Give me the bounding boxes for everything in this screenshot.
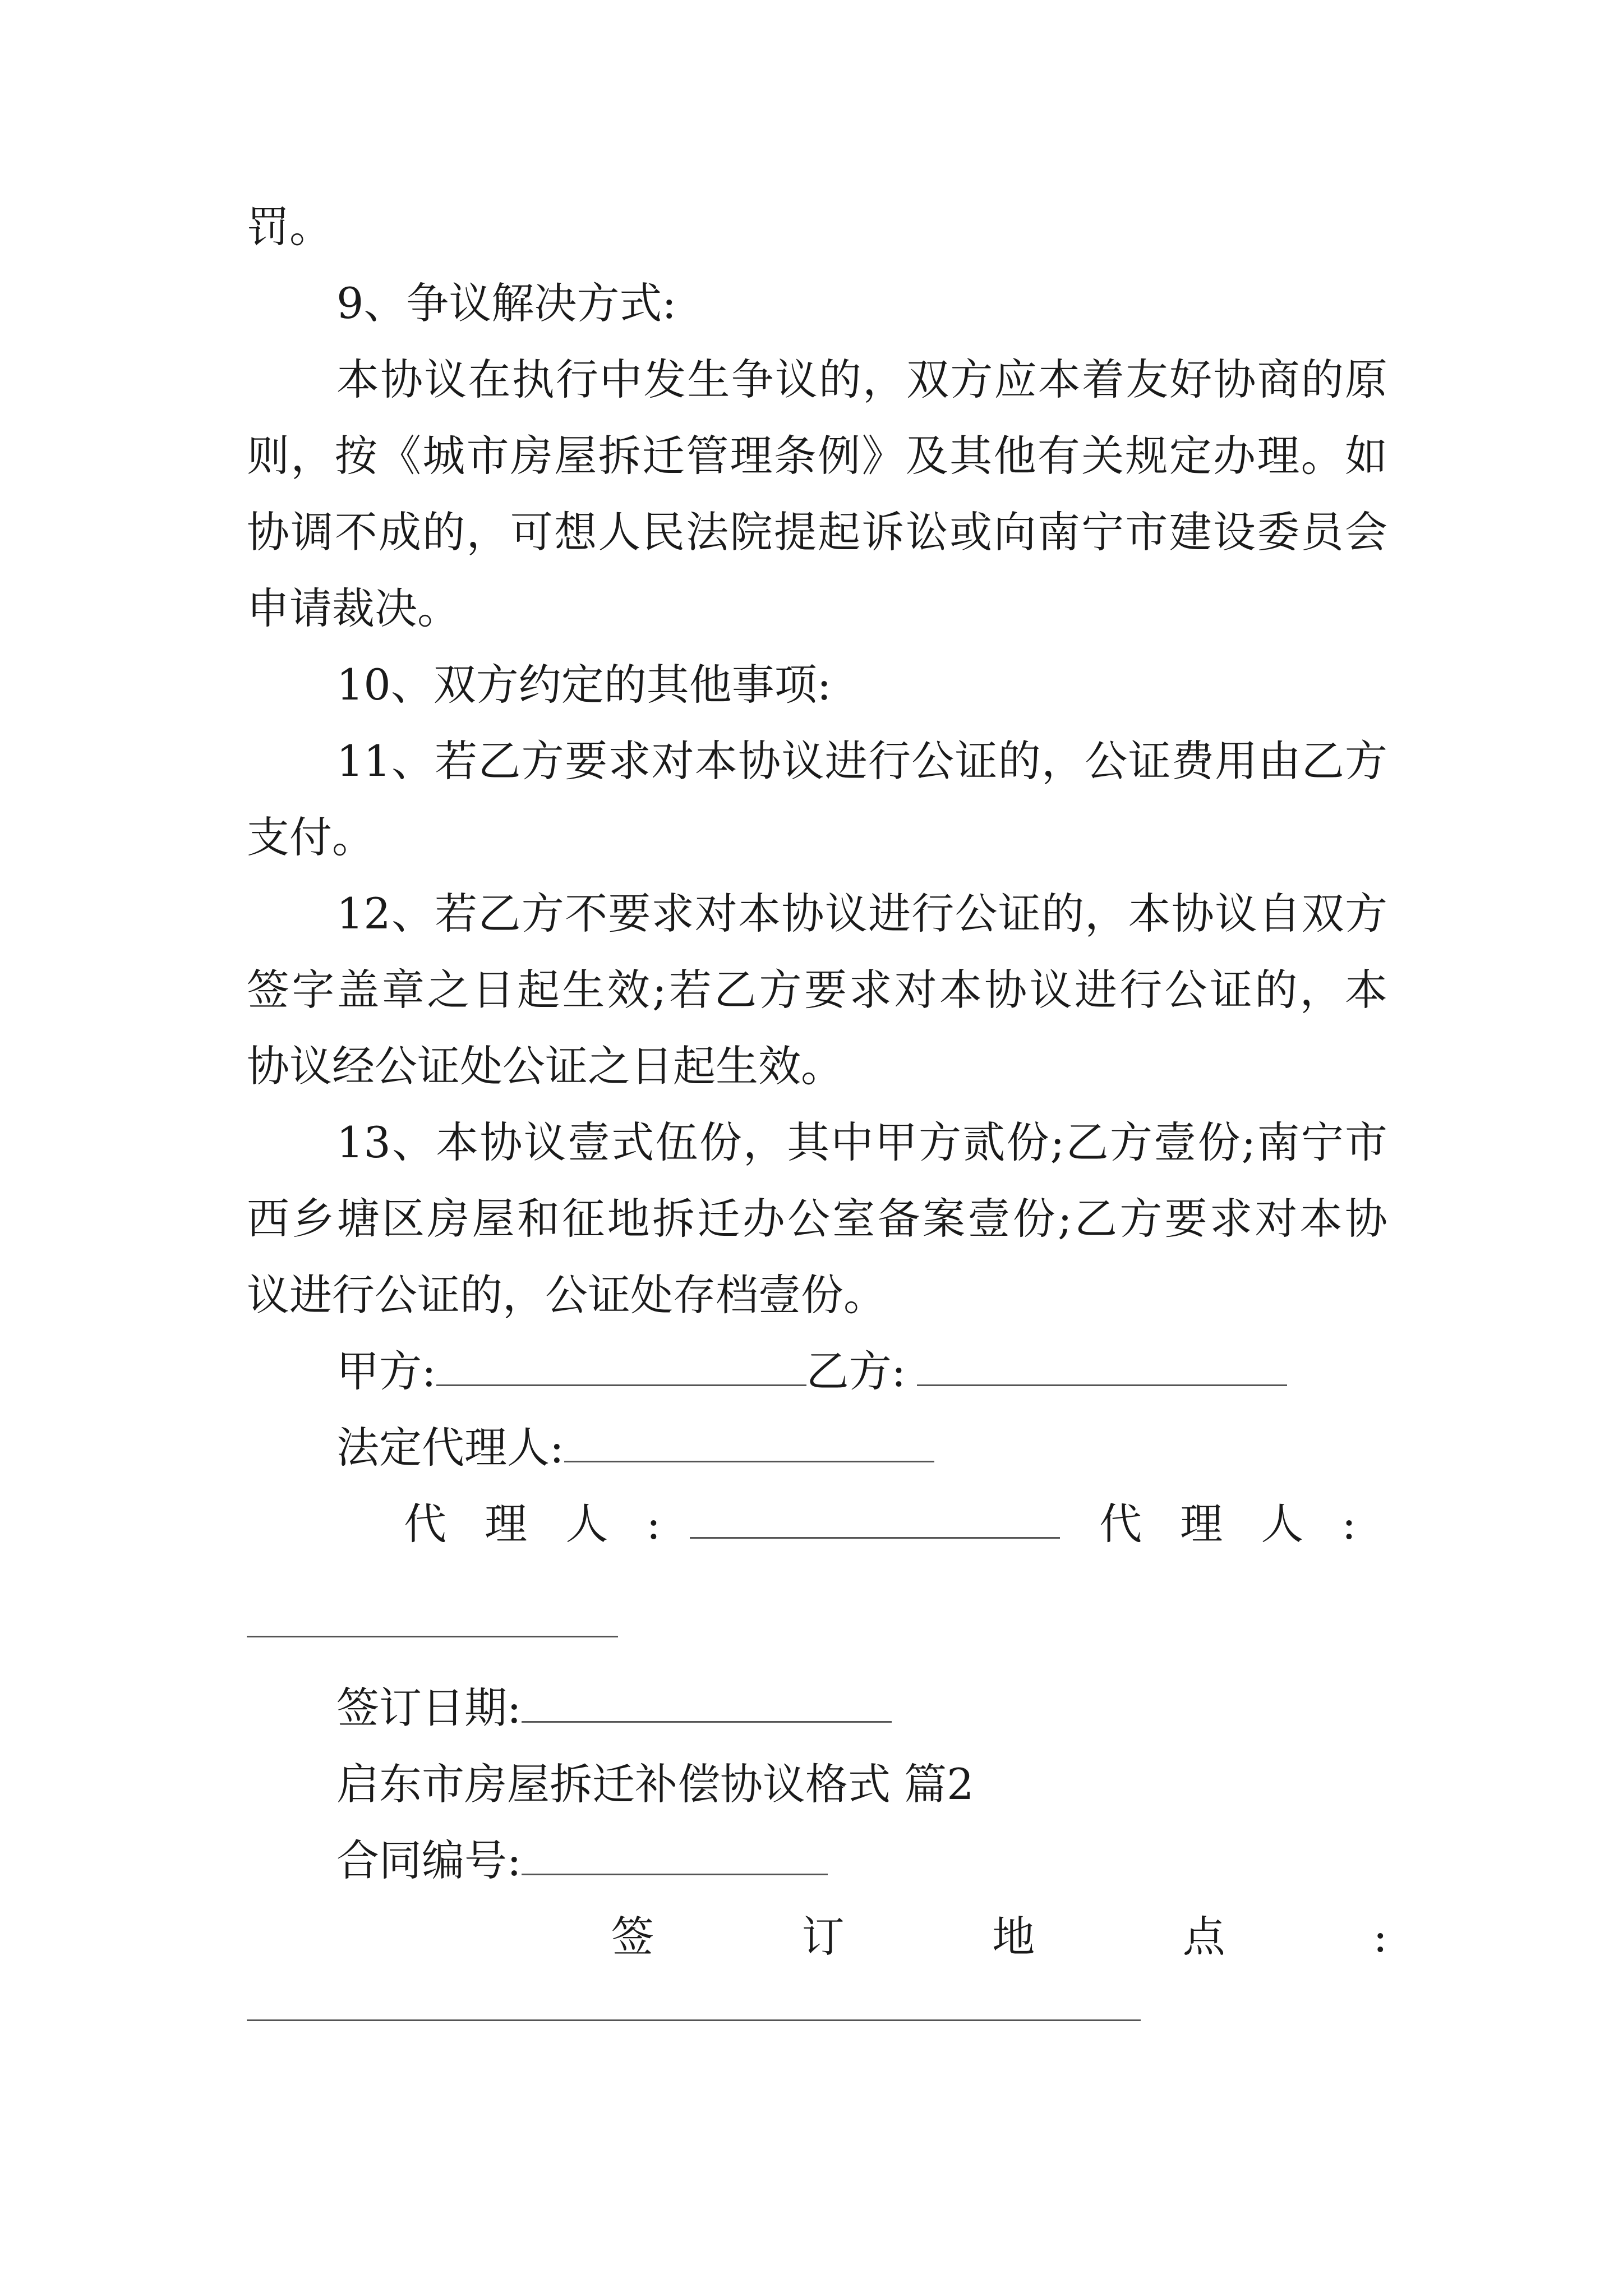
paragraph-line: 本协议在执行中发生争议的，双方应本着友好协商的原 [336, 355, 1387, 404]
legal-rep-row [336, 1417, 1387, 1479]
sign-date-row [336, 1677, 1387, 1739]
contract-no-field[interactable] [522, 1834, 828, 1875]
legal-rep-label: 法定代理人: [336, 1423, 564, 1473]
legal-rep-field[interactable] [564, 1421, 934, 1462]
clause-11-line: 11、若乙方要求对本协议进行公证的，公证费用由乙方 [336, 736, 1387, 786]
paragraph-line: 协调不成的，可想人民法院提起诉讼或向南宁市建设委员会 [247, 507, 1387, 557]
sign-place-field[interactable] [247, 2019, 1141, 2021]
agent-a-field[interactable] [690, 1498, 1060, 1539]
paragraph-line: 议进行公证的，公证处存档壹份。 [247, 1270, 886, 1320]
paragraph-line: 罚。 [247, 202, 332, 252]
sign-date-label: 签订日期: [336, 1683, 522, 1733]
contract-no-row [336, 1830, 1387, 1892]
contract-no-label: 合同编号: [336, 1835, 522, 1885]
paragraph-line: 申请裁决。 [247, 583, 460, 633]
paragraph-line: 支付。 [247, 812, 375, 862]
agent-row [404, 1493, 1387, 1555]
paragraph-line: 签字盖章之日起生效;若乙方要求对本协议进行公证的，本 [247, 965, 1387, 1015]
paragraph-line: 西乡塘区房屋和征地拆迁办公室备案壹份;乙方要求对本协 [247, 1194, 1387, 1244]
clause-12-line: 12、若乙方不要求对本协议进行公证的，本协议自双方 [336, 889, 1387, 938]
sign-date-field[interactable] [522, 1682, 892, 1723]
party-b-field[interactable] [917, 1345, 1287, 1386]
party-a-label: 甲方: [336, 1346, 436, 1396]
clause-heading-9: 9、争议解决方式: [336, 278, 676, 328]
sign-place-label: 签 订 地 点 : [611, 1912, 1387, 1962]
section-title: 启东市房屋拆迁补偿协议格式 篇2 [336, 1759, 974, 1809]
party-signature-row [336, 1341, 1387, 1402]
party-a-field[interactable] [436, 1345, 806, 1386]
agent-b-label: 代 理 人 : [1099, 1499, 1369, 1549]
clause-heading-10: 10、双方约定的其他事项: [336, 660, 832, 710]
paragraph-line: 协议经公证处公证之日起生效。 [247, 1041, 843, 1091]
clause-13-line: 13、本协议壹式伍份，其中甲方贰份;乙方壹份;南宁市 [336, 1117, 1387, 1167]
agent-b-field[interactable] [247, 1636, 618, 1637]
agent-a-label: 代 理 人 : [404, 1499, 674, 1549]
party-b-label: 乙方: [806, 1346, 906, 1396]
paragraph-line: 则，按《城市房屋拆迁管理条例》及其他有关规定办理。如 [247, 431, 1387, 481]
